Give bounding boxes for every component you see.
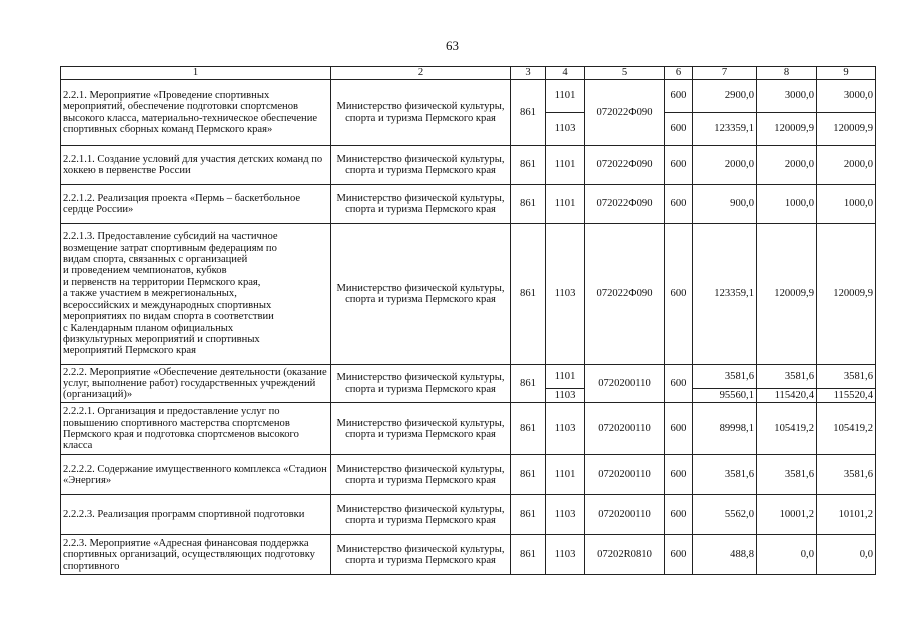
row-col5: 07202R0810 [585,535,665,575]
table-row [61,185,876,224]
row-col9: 1000,0 [817,185,876,224]
row-name-line: возмещение затрат спортивным федерациям по [63,242,277,254]
row-col5: 0720200110 [585,403,665,455]
header-cell-3: 3 [511,67,546,80]
row-name: 2.2.1.2. Реализация проекта «Пермь – баскетбольное сердце России» [61,185,331,224]
row-col9: 10101,2 [817,495,876,535]
row-col9: 2000,0 [817,146,876,185]
row-col7: 488,8 [693,535,757,575]
row-col7: 2900,0 [693,80,757,113]
row-col3: 861 [511,535,546,575]
row-organization: Министерство физической культуры, спорта и туризма Пермского края [331,146,511,185]
table-row [61,365,876,389]
row-col3: 861 [511,146,546,185]
row-name: 2.2.1. Мероприятие «Проведение спортивных мероприятий, обеспечение подготовки спортсменов высокого класса, материально-техническое обеспечение спортивных сборных команд Пермского края» [61,80,331,146]
row-col5: 072022Ф090 [585,80,665,146]
row-col3: 861 [511,185,546,224]
header-cell-8: 8 [757,67,817,80]
row-col3: 861 [511,80,546,146]
row-name: 2.2.2. Мероприятие «Обеспечение деятельности (оказание услуг, выполнение работ) государственных учреждений (организаций)» [61,365,331,403]
row-col9: 105419,2 [817,403,876,455]
row-col7: 89998,1 [693,403,757,455]
row-name-line: 2.2.1.3. Предоставление субсидий на частичное [63,231,278,243]
header-row [61,67,876,80]
row-col9: 3581,6 [817,455,876,495]
row-col8: 1000,0 [757,185,817,224]
row-col4: 1103 [546,113,585,146]
row-name-line: и проведением чемпионатов, кубков [63,265,227,277]
header-cell-2: 2 [331,67,511,80]
row-col3: 861 [511,495,546,535]
row-name-line: мероприятиях по видам спорта в соответствии [63,311,274,323]
budget-table [60,66,876,575]
row-col3: 861 [511,455,546,495]
row-col7: 123359,1 [693,224,757,365]
row-col3: 861 [511,224,546,365]
table-row [61,535,876,575]
row-name: 2.2.2.2. Содержание имущественного комплекса «Стадион «Энергия» [61,455,331,495]
row-col7: 5562,0 [693,495,757,535]
row-name-line: а также участием в межрегиональных, [63,288,237,300]
row-organization: Министерство физической культуры, спорта и туризма Пермского края [331,403,511,455]
row-name-line: всероссийских и международных спортивных [63,299,272,311]
header-cell-4: 4 [546,67,585,80]
row-organization: Министерство физической культуры, спорта и туризма Пермского края [331,455,511,495]
row-name-line: видам спорта, связанных с организацией [63,253,248,265]
row-col6: 600 [665,146,693,185]
row-name-line: с Календарным планом официальных [63,322,234,334]
row-col9: 115520,4 [817,389,876,403]
row-col5: 072022Ф090 [585,146,665,185]
row-col7: 3581,6 [693,365,757,389]
row-organization: Министерство физической культуры, спорта и туризма Пермского края [331,224,511,365]
row-organization: Министерство физической культуры, спорта и туризма Пермского края [331,185,511,224]
row-organization: Министерство физической культуры, спорта и туризма Пермского края [331,535,511,575]
row-col6: 600 [665,365,693,403]
row-col4: 1101 [546,80,585,113]
row-col4: 1103 [546,495,585,535]
row-col9: 3000,0 [817,80,876,113]
page-number: 63 [446,38,459,53]
header-cell-5: 5 [585,67,665,80]
table-row [61,80,876,113]
row-organization: Министерство физической культуры, спорта и туризма Пермского края [331,495,511,535]
header-cell-9: 9 [817,67,876,80]
row-name: 2.2.2.3. Реализация программ спортивной подготовки [61,495,331,535]
header-cell-6: 6 [665,67,693,80]
row-col6: 600 [665,495,693,535]
row-col5: 0720200110 [585,495,665,535]
row-col8: 120009,9 [757,224,817,365]
row-col8: 105419,2 [757,403,817,455]
row-col9: 3581,6 [817,365,876,389]
row-col4: 1103 [546,224,585,365]
row-col9: 120009,9 [817,224,876,365]
row-col5: 0720200110 [585,365,665,403]
row-col7: 2000,0 [693,146,757,185]
row-col4: 1101 [546,146,585,185]
row-col7: 3581,6 [693,455,757,495]
row-col6: 600 [665,185,693,224]
table-row [61,224,876,365]
row-col4: 1103 [546,403,585,455]
row-col6: 600 [665,403,693,455]
row-organization: Министерство физической культуры, спорта и туризма Пермского края [331,365,511,403]
row-col8: 2000,0 [757,146,817,185]
row-col8: 3581,6 [757,365,817,389]
row-col8: 115420,4 [757,389,817,403]
row-col8: 10001,2 [757,495,817,535]
row-col7: 900,0 [693,185,757,224]
row-name-line: физкультурных мероприятий и спортивных [63,334,260,346]
row-col8: 3581,6 [757,455,817,495]
row-col6: 600 [665,113,693,146]
row-col5: 0720200110 [585,455,665,495]
row-col8: 120009,9 [757,113,817,146]
row-col4: 1103 [546,535,585,575]
row-col6: 600 [665,224,693,365]
row-col9: 0,0 [817,535,876,575]
table-row [61,495,876,535]
row-col4: 1101 [546,455,585,495]
row-col4: 1103 [546,389,585,403]
row-col6: 600 [665,455,693,495]
row-name [61,224,331,365]
row-col5: 072022Ф090 [585,224,665,365]
row-name: 2.2.1.1. Создание условий для участия детских команд по хоккею в первенстве России [61,146,331,185]
row-col9: 120009,9 [817,113,876,146]
row-col7: 95560,1 [693,389,757,403]
header-cell-7: 7 [693,67,757,80]
row-col6: 600 [665,535,693,575]
row-col7: 123359,1 [693,113,757,146]
table-row [61,146,876,185]
row-col4: 1101 [546,185,585,224]
row-col6: 600 [665,80,693,113]
row-col5: 072022Ф090 [585,185,665,224]
row-col3: 861 [511,403,546,455]
row-col8: 3000,0 [757,80,817,113]
row-organization: Министерство физической культуры, спорта и туризма Пермского края [331,80,511,146]
row-name: 2.2.3. Мероприятие «Адресная финансовая поддержка спортивных организаций, осуществляющих подготовку спортивного [61,535,331,575]
row-col8: 0,0 [757,535,817,575]
row-name: 2.2.2.1. Организация и предоставление услуг по повышению спортивного мастерства спортсменов Пермского края и подготовка спортсменов высокого класса [61,403,331,455]
row-name-line: мероприятий Пермского края [63,345,196,357]
header-cell-1: 1 [61,67,331,80]
table-row [61,455,876,495]
row-col3: 861 [511,365,546,403]
table-row [61,403,876,455]
row-col4: 1101 [546,365,585,389]
row-name-line: и первенств на территории Пермского края, [63,276,261,288]
